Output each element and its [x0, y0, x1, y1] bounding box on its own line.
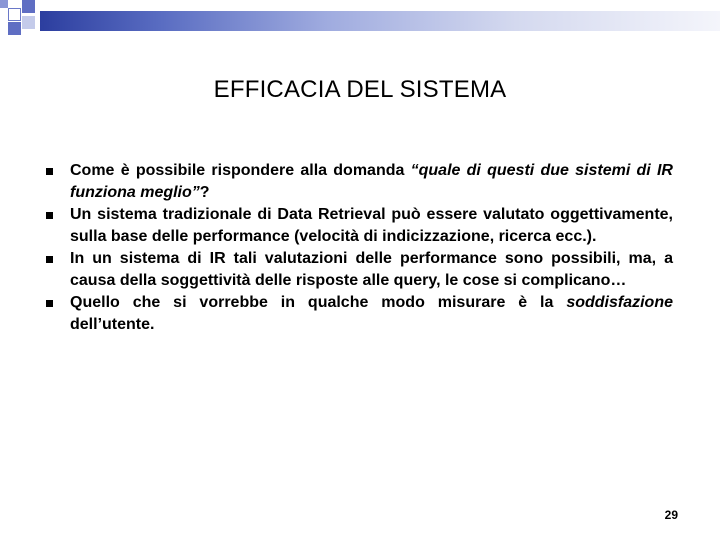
- decor-square: [22, 0, 35, 13]
- bullet-text: Come è possibile rispondere alla domanda: [70, 162, 411, 179]
- header-decoration: [0, 0, 720, 50]
- page-number: 29: [664, 508, 678, 522]
- bullet-text: dell’utente.: [70, 316, 155, 333]
- square-bullet-icon: [46, 256, 53, 263]
- bullet-text-italic: “quale di questi due sistemi di IR funziona meglio”: [70, 162, 673, 201]
- decor-square-outline: [8, 8, 21, 21]
- slide-title: EFFICACIA DEL SISTEMA: [213, 76, 507, 103]
- bullet-text: In un sistema di IR tali valutazioni delle performance sono possibili, ma, a causa della soggettività delle risposte alle query, le cose si complicano…: [70, 250, 673, 289]
- decor-square: [0, 0, 8, 8]
- bullet-item: [46, 248, 673, 292]
- header-gradient-band: [40, 11, 720, 31]
- square-bullet-icon: [46, 212, 53, 219]
- square-bullet-icon: [46, 168, 53, 175]
- square-bullet-icon: [46, 300, 53, 307]
- bullet-text-italic: soddisfazione: [566, 294, 673, 311]
- bullet-item: [46, 292, 673, 336]
- decor-square: [22, 16, 35, 29]
- decor-square: [8, 22, 21, 35]
- bullet-text: ?: [199, 184, 210, 201]
- bullet-text: Quello che si vorrebbe in qualche modo misurare è la: [70, 294, 567, 311]
- bullet-item: [46, 204, 673, 248]
- bullet-text: Un sistema tradizionale di Data Retrieval può essere valutato oggettivamente, sulla base delle performance (velocità di indicizzazione, ricerca ecc.).: [70, 206, 673, 245]
- bullet-list: [46, 160, 673, 336]
- bullet-item: [46, 160, 673, 204]
